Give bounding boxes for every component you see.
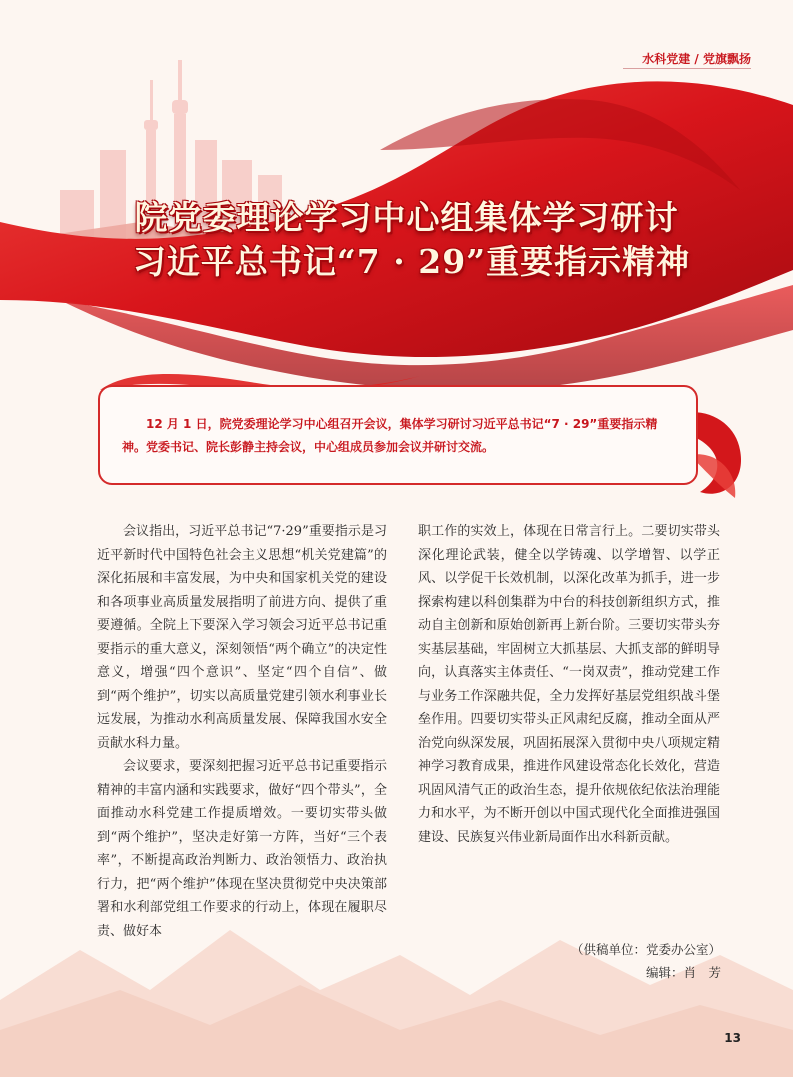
summary-text: 12 月 1 日，院党委理论学习中心组召开会议，集体学习研讨习近平总书记“7 · 29”重要指示精神。党委书记、院长彭静主持会议，中心组成员参加会议并研讨交流。 [122, 417, 658, 454]
editor: 编辑：肖 芳 [645, 965, 721, 980]
page-number: 13 [724, 1031, 741, 1045]
section-divider [623, 68, 751, 69]
article-column-left [97, 520, 387, 943]
article-column-right [418, 520, 720, 849]
body-paragraph: 职工作的实效上，体现在日常言行上。二要切实带头深化理论武装，健全以学铸魂、以学增智、以学正风、以学促干长效机制，以深化改革为抓手，进一步探索构建以科创集群为中台的科技创新组织方式，推动自主创新和原始创新再上新台阶。三要切实带头夯实基层基础，牢固树立大抓基层、大抓支部的鲜明导向，认真落实主体责任、“一岗双责”，推动党建工作与业务工作深融共促，全力发挥好基层党组织战斗堡垒作用。四要切实带头正风肃纪反腐，推动全面从严治党向纵深发展，巩固拓展深入贯彻中央八项规定精神学习教育成果，推进作风建设常态化长效化，营造巩固风清气正的政治生态，提升依规依纪依法治理能力和水平，为不断开创以中国式现代化全面推进强国建设、民族复兴伟业新局面作出水科新贡献。 [418, 524, 720, 845]
body-paragraph: 会议指出，习近平总书记“7·29”重要指示是习近平新时代中国特色社会主义思想“机关党建篇”的深化拓展和丰富发展，为中央和国家机关党的建设和各项事业高质量发展指明了前进方向、提供了重要遵循。全院上下要深入学习领会习近平总书记重要指示的重大意义，深刻领悟“两个确立”的决定性意义，增强“四个意识”、坚定“四个自信”、做到“两个维护”，切实以高质量党建引领水利事业长远发展，为推动水利高质量发展、保障我国水安全贡献水科力量。 [97, 524, 387, 751]
headline [0, 192, 793, 239]
section-separator: / [694, 52, 699, 66]
section-name: 水科党建 [642, 52, 691, 66]
headline-line-2: 习近平总书记“7 · 29”重要指示精神 [132, 242, 691, 281]
section-tag [642, 50, 751, 67]
article-credit [571, 938, 721, 984]
source-unit: （供稿单位：党委办公室） [570, 942, 721, 957]
headline-line-1: 院党委理论学习中心组集体学习研讨 [134, 198, 679, 237]
body-paragraph: 会议要求，要深刻把握习近平总书记重要指示精神的丰富内涵和实践要求，做好“四个带头”，全面推动水科党建工作提质增效。一要切实带头做到“两个维护”，坚决走好第一方阵，当好“三个表率”，不断提高政治判断力、政治领悟力、政治执行力，把“两个维护”体现在坚决贯彻党中央决策部署和水利部党组工作要求的行动上，体现在履职尽责、做好本 [97, 759, 387, 939]
headline-2 [0, 236, 793, 283]
summary-box [98, 385, 698, 485]
subsection-name: 党旗飘扬 [702, 52, 751, 66]
